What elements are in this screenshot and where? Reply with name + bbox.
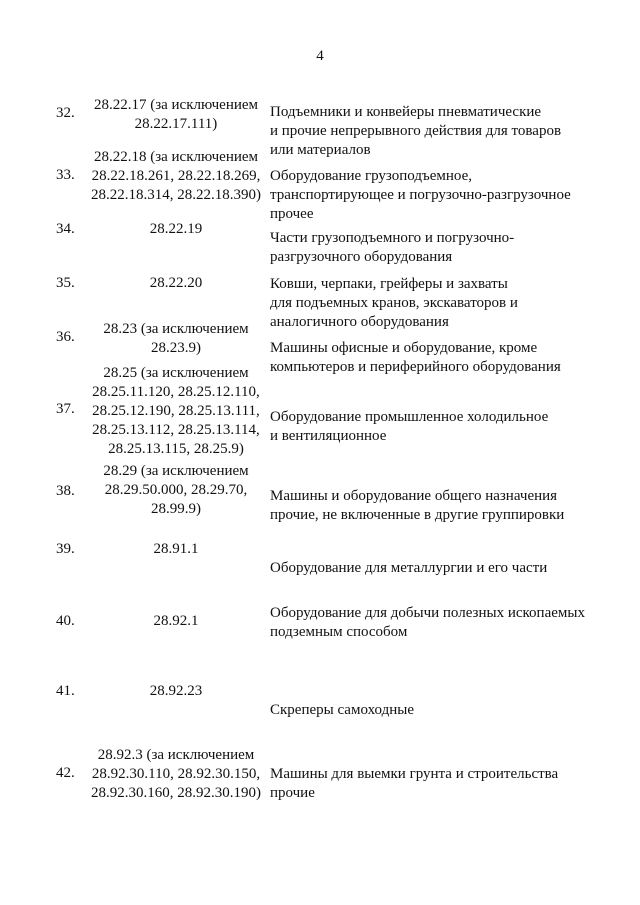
row-number: 39. (56, 541, 75, 557)
row-number: 40. (56, 613, 75, 629)
okpd-code: 28.22.19 (149, 221, 203, 237)
item-description: Скреперы самоходные (270, 702, 414, 718)
row-number: 41. (56, 683, 75, 699)
row-number: 37. (56, 401, 75, 417)
okpd-code: 28.29 (за исключением 28.29.50.000, 28.29.70, 28.99.9) (103, 463, 249, 517)
row-number: 33. (56, 167, 75, 183)
item-description: Ковши, черпаки, грейферы и захваты для подъемных кранов, экскаваторов и аналогичного оборудования (270, 276, 518, 330)
item-description: Части грузоподъемного и погрузочно- разгрузочного оборудования (270, 230, 515, 265)
okpd-code: 28.91.1 (153, 541, 199, 557)
item-description: Оборудование промышленное холодильное и вентиляционное (270, 409, 549, 444)
okpd-code: 28.22.17 (за исключением 28.22.17.111) (93, 97, 259, 132)
okpd-code: 28.92.1 (153, 613, 199, 629)
item-description: Машины и оборудование общего назначения прочие, не включенные в другие группировки (270, 488, 565, 523)
okpd-code: 28.22.20 (149, 275, 203, 291)
item-description: Машины офисные и оборудование, кроме компьютеров и периферийного оборудования (270, 340, 561, 375)
row-number: 36. (56, 329, 75, 345)
page-number: 4 (316, 48, 324, 64)
row-number: 34. (56, 221, 75, 237)
item-description: Подъемники и конвейеры пневматические и прочие непрерывного действия для товаров или материалов (270, 104, 562, 158)
okpd-code: 28.25 (за исключением 28.25.11.120, 28.25.12.110, 28.25.12.190, 28.25.13.111, 28.25.13.112, 28.25.13.114, 28.25.13.115, 28.25.9) (92, 365, 260, 457)
row-number: 38. (56, 483, 75, 499)
okpd-code: 28.22.18 (за исключением 28.22.18.261, 28.22.18.269, 28.22.18.314, 28.22.18.390) (91, 149, 261, 203)
okpd-code: 28.92.3 (за исключением 28.92.30.110, 28.92.30.150, 28.92.30.160, 28.92.30.190) (91, 747, 261, 801)
okpd-code: 28.92.23 (149, 683, 203, 699)
item-description: Оборудование для добычи полезных ископаемых подземным способом (270, 605, 585, 640)
item-description: Машины для выемки грунта и строительства прочие (270, 766, 559, 801)
row-number: 42. (56, 765, 75, 781)
row-number: 32. (56, 105, 75, 121)
item-description: Оборудование грузоподъемное, транспортирующее и погрузочно-разгрузочное прочее (270, 168, 571, 222)
row-number: 35. (56, 275, 75, 291)
item-description: Оборудование для металлургии и его части (270, 560, 548, 576)
okpd-code: 28.23 (за исключением 28.23.9) (103, 321, 249, 356)
